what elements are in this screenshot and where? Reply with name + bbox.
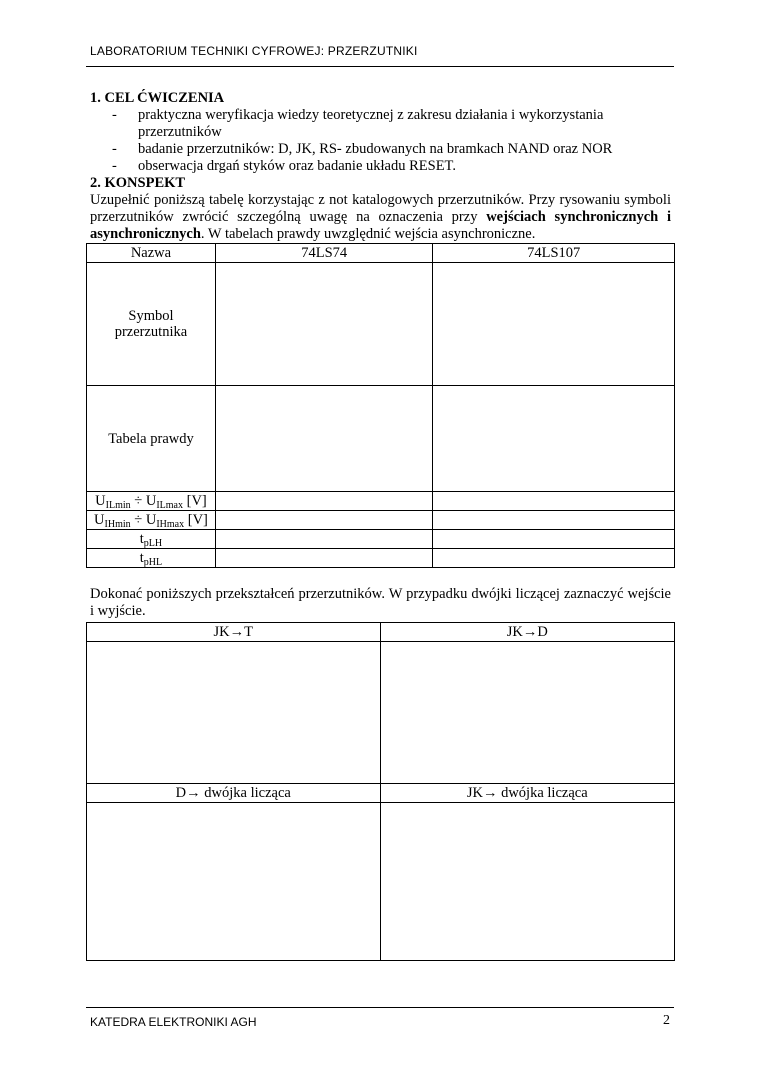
cell-jk-to-d[interactable]: [380, 642, 675, 784]
instructions-paragraph: Uzupełnić poniższą tabelę korzystając z not katalogowych przerzutników. Przy rysowaniu symboli przerzutników zwrócić szczególną uwagę na oznaczenia przy wejściach synchronicznych i asynchronicznych. W tabelach prawdy uwzględnić wejścia asynchroniczne.: [90, 192, 671, 242]
header-jk-counter: JK→ dwójka licząca: [380, 784, 675, 803]
col-header-74ls74: 74LS74: [215, 244, 433, 263]
col-header-name: Nazwa: [87, 244, 216, 263]
list-item: - praktyczna weryfikacja wiedzy teoretycznej z zakresu działania i wykorzystania przerzutników: [112, 107, 604, 140]
page-content: [90, 90, 671, 961]
vil-cell-74ls107[interactable]: [433, 492, 675, 511]
tphl-cell-74ls74[interactable]: [215, 549, 433, 568]
conversion-paragraph: Dokonać poniższych przekształceń przerzutników. W przypadku dwójki liczącej zaznaczyć wejście i wyjście.: [90, 586, 671, 619]
list-item: - obserwacja drgań styków oraz badanie układu RESET.: [112, 158, 456, 174]
symbol-cell-74ls107[interactable]: [433, 263, 675, 386]
vih-cell-74ls107[interactable]: [433, 511, 675, 530]
symbol-cell-74ls74[interactable]: [215, 263, 433, 386]
row-label-truth-table: Tabela prawdy: [87, 386, 216, 492]
section-1-heading: 1. CEL ĆWICZENIA: [90, 90, 225, 106]
tplh-cell-74ls74[interactable]: [215, 530, 433, 549]
truth-cell-74ls107[interactable]: [433, 386, 675, 492]
tphl-cell-74ls107[interactable]: [433, 549, 675, 568]
row-label-vil: $U_{ILmin} \div U_{ILmax}$ [V]: [87, 492, 216, 511]
row-label-symbol: Symbol przerzutnika: [87, 263, 216, 386]
vih-cell-74ls74[interactable]: [215, 511, 433, 530]
header-jk-to-t: JK→T: [87, 623, 381, 642]
vil-cell-74ls74[interactable]: [215, 492, 433, 511]
page-header: LABORATORIUM TECHNIKI CYFROWEJ: PRZERZUTNIKI: [90, 44, 418, 58]
tplh-cell-74ls107[interactable]: [433, 530, 675, 549]
section-2-heading: 2. KONSPEKT: [90, 175, 186, 191]
header-d-counter: D→ dwójka licząca: [87, 784, 381, 803]
truth-cell-74ls74[interactable]: [215, 386, 433, 492]
col-header-74ls107: 74LS107: [433, 244, 675, 263]
page-number: 2: [663, 1013, 670, 1028]
page-footer: KATEDRA ELEKTRONIKI AGH: [90, 1015, 257, 1029]
row-label-tphl: $t_{pHL}$: [87, 549, 216, 568]
list-item: - badanie przerzutników: D, JK, RS- zbudowanych na bramkach NAND oraz NOR: [112, 141, 613, 157]
goals-list: [112, 107, 671, 175]
flip-flop-table: [86, 243, 675, 568]
cell-jk-to-t[interactable]: [87, 642, 381, 784]
header-rule: [86, 66, 674, 67]
cell-d-counter[interactable]: [87, 803, 381, 961]
cell-jk-counter[interactable]: [380, 803, 675, 961]
conversion-table: [86, 622, 675, 961]
footer-rule: [86, 1007, 674, 1008]
row-label-vih: $U_{IHmin} \div U_{IHmax}$ [V]: [87, 511, 216, 530]
row-label-tplh: $t_{pLH}$: [87, 530, 216, 549]
header-jk-to-d: JK→D: [380, 623, 675, 642]
